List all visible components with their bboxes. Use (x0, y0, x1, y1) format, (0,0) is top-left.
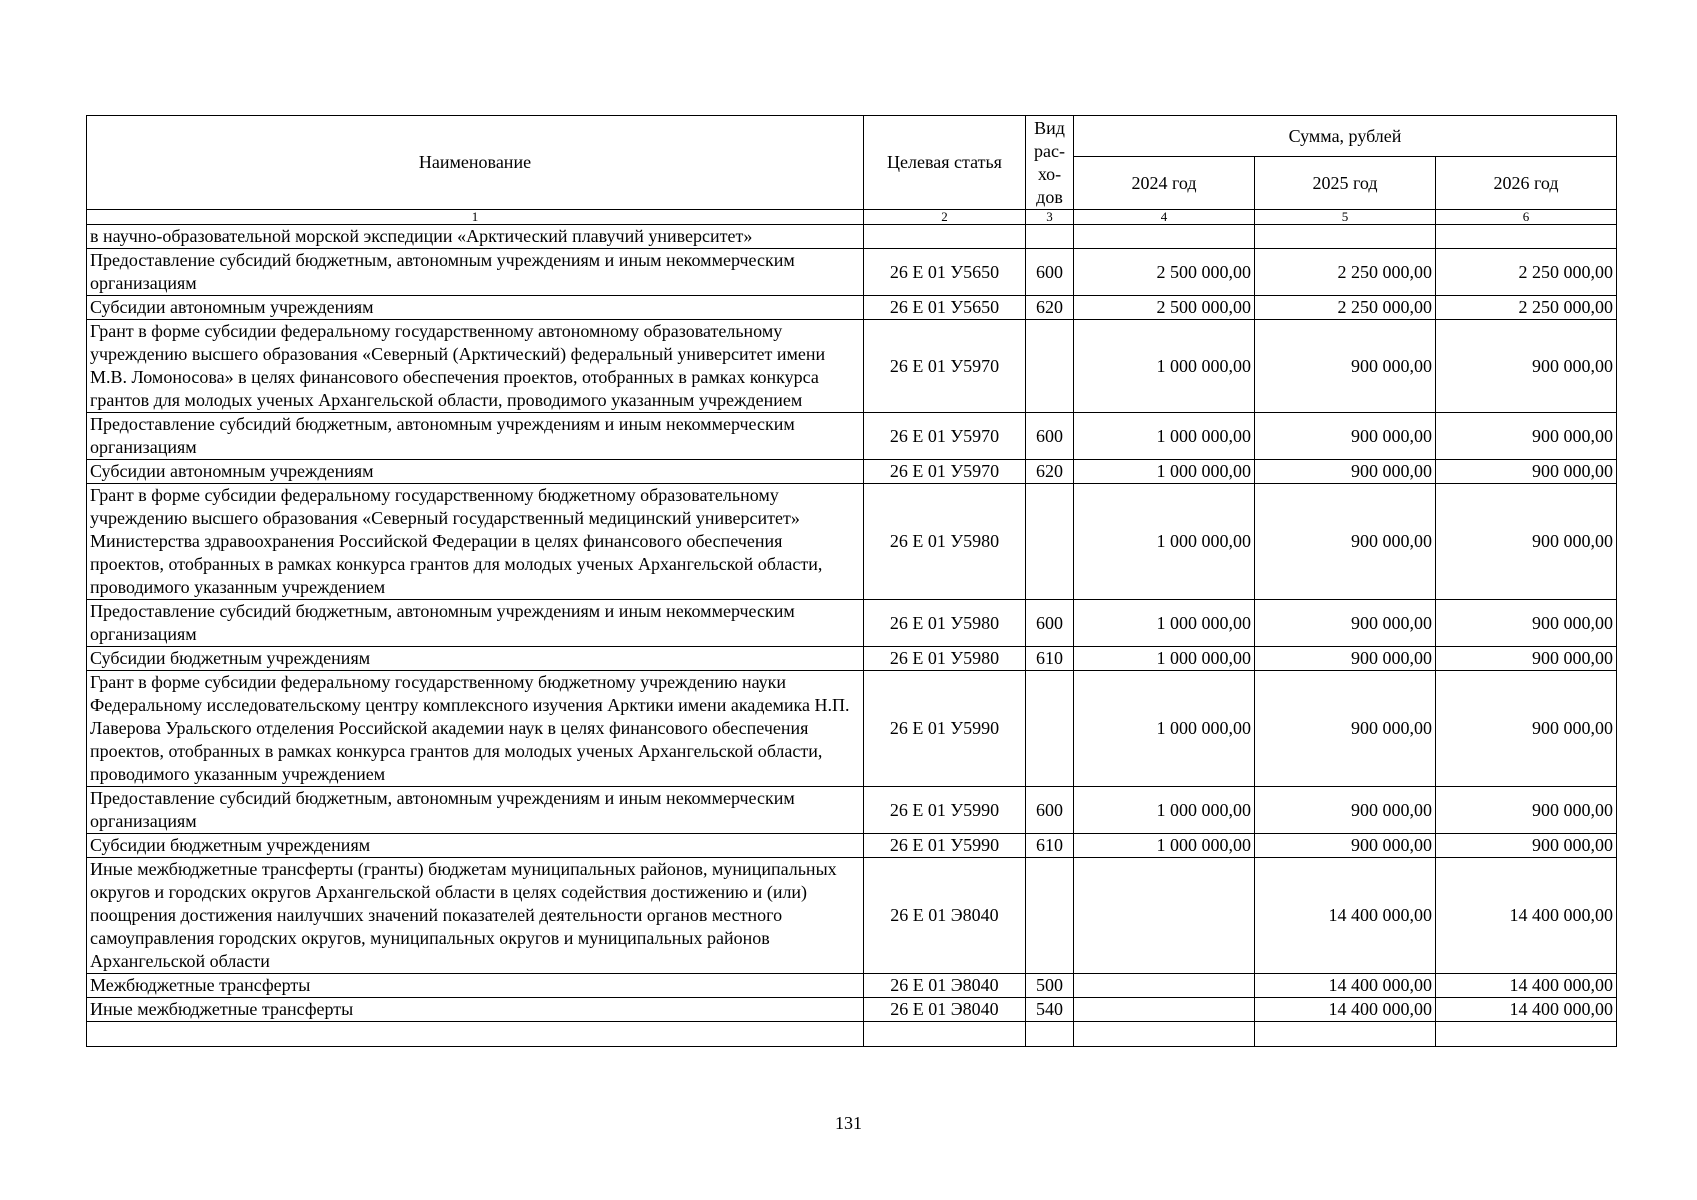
table-row (87, 858, 1617, 974)
row-amount-2026: 900 000,00 (1436, 484, 1617, 600)
budget-sheet (86, 115, 1616, 1047)
header-kind-line: Вид (1034, 117, 1065, 138)
row-amount-2025 (1255, 225, 1436, 249)
header-kind (1026, 116, 1074, 210)
row-target-code: 26 Е 01 Э8040 (864, 998, 1026, 1022)
row-amount-2024: 1 000 000,00 (1074, 671, 1255, 787)
row-amount-2025 (1255, 1022, 1436, 1047)
row-amount-2024 (1074, 998, 1255, 1022)
table-row (87, 249, 1617, 296)
row-amount-2024 (1074, 1022, 1255, 1047)
row-expense-kind (1026, 320, 1074, 413)
page-number: 131 (835, 1113, 862, 1133)
header-kind-line: дов (1036, 186, 1063, 207)
row-expense-kind: 600 (1026, 787, 1074, 834)
header-sum: Сумма, рублей (1074, 116, 1617, 157)
row-target-code: 26 Е 01 Э8040 (864, 974, 1026, 998)
row-amount-2024 (1074, 858, 1255, 974)
row-amount-2024: 1 000 000,00 (1074, 834, 1255, 858)
row-expense-kind: 540 (1026, 998, 1074, 1022)
row-name: Грант в форме субсидии федеральному государственному автономному образовательному учреждению высшего образования «Северный (Арктический) федеральный университет имени М.В. Ломоносова» в целях финансового обеспечения проектов, отобранных в рамках конкурса грантов для молодых ученых Архангельской области, проводимого указанным учреждением (87, 320, 864, 413)
table-row (87, 974, 1617, 998)
row-name: в научно-образовательной морской экспедиции «Арктический плавучий университет» (87, 225, 864, 249)
row-expense-kind: 600 (1026, 249, 1074, 296)
row-name: Межбюджетные трансферты (87, 974, 864, 998)
row-target-code: 26 Е 01 У5980 (864, 484, 1026, 600)
header-kind-line: рас- (1034, 140, 1065, 161)
row-expense-kind: 500 (1026, 974, 1074, 998)
table-row (87, 460, 1617, 484)
row-amount-2024: 1 000 000,00 (1074, 647, 1255, 671)
table-row (87, 787, 1617, 834)
row-target-code: 26 Е 01 У5980 (864, 647, 1026, 671)
row-target-code (864, 225, 1026, 249)
row-expense-kind: 600 (1026, 413, 1074, 460)
column-number: 5 (1255, 210, 1436, 225)
row-amount-2026 (1436, 1022, 1617, 1047)
table-header (87, 116, 1617, 225)
column-number: 3 (1026, 210, 1074, 225)
row-expense-kind: 620 (1026, 296, 1074, 320)
row-amount-2024: 1 000 000,00 (1074, 320, 1255, 413)
row-name: Предоставление субсидий бюджетным, автономным учреждениям и иным некоммерческим организациям (87, 249, 864, 296)
row-name (87, 1022, 864, 1047)
table-row (87, 998, 1617, 1022)
row-amount-2025: 14 400 000,00 (1255, 998, 1436, 1022)
row-amount-2025: 900 000,00 (1255, 484, 1436, 600)
row-name: Предоставление субсидий бюджетным, автономным учреждениям и иным некоммерческим организациям (87, 413, 864, 460)
row-target-code (864, 1022, 1026, 1047)
row-amount-2026: 900 000,00 (1436, 671, 1617, 787)
row-name: Субсидии автономным учреждениям (87, 296, 864, 320)
column-number: 1 (87, 210, 864, 225)
row-amount-2026: 14 400 000,00 (1436, 858, 1617, 974)
column-number: 2 (864, 210, 1026, 225)
row-name: Предоставление субсидий бюджетным, автономным учреждениям и иным некоммерческим организациям (87, 600, 864, 647)
row-name: Иные межбюджетные трансферты (гранты) бюджетам муниципальных районов, муниципальных округов и городских округов Архангельской области в целях содействия достижению и (или) поощрения достижения наилучших значений показателей деятельности органов местного самоуправления городских округов, муниципальных округов и муниципальных районов Архангельской области (87, 858, 864, 974)
row-target-code: 26 Е 01 Э8040 (864, 858, 1026, 974)
row-target-code: 26 Е 01 У5970 (864, 320, 1026, 413)
row-amount-2025: 2 250 000,00 (1255, 296, 1436, 320)
row-amount-2026: 900 000,00 (1436, 413, 1617, 460)
row-target-code: 26 Е 01 У5990 (864, 834, 1026, 858)
row-amount-2024: 2 500 000,00 (1074, 296, 1255, 320)
table-row (87, 296, 1617, 320)
row-amount-2026: 14 400 000,00 (1436, 998, 1617, 1022)
row-amount-2026: 900 000,00 (1436, 600, 1617, 647)
row-amount-2026: 900 000,00 (1436, 834, 1617, 858)
column-number: 6 (1436, 210, 1617, 225)
row-expense-kind: 610 (1026, 834, 1074, 858)
row-amount-2026: 14 400 000,00 (1436, 974, 1617, 998)
row-amount-2025: 14 400 000,00 (1255, 974, 1436, 998)
row-expense-kind (1026, 858, 1074, 974)
table-body (87, 225, 1617, 1047)
row-target-code: 26 Е 01 У5970 (864, 460, 1026, 484)
header-name: Наименование (87, 116, 864, 210)
row-name: Субсидии бюджетным учреждениям (87, 647, 864, 671)
row-amount-2025: 900 000,00 (1255, 647, 1436, 671)
table-row (87, 484, 1617, 600)
row-name: Субсидии автономным учреждениям (87, 460, 864, 484)
table-row (87, 671, 1617, 787)
row-name: Субсидии бюджетным учреждениям (87, 834, 864, 858)
column-number: 4 (1074, 210, 1255, 225)
row-amount-2026: 900 000,00 (1436, 460, 1617, 484)
row-name: Иные межбюджетные трансферты (87, 998, 864, 1022)
row-amount-2024 (1074, 225, 1255, 249)
table-row (87, 647, 1617, 671)
row-amount-2025: 2 250 000,00 (1255, 249, 1436, 296)
table-row (87, 834, 1617, 858)
row-amount-2024 (1074, 974, 1255, 998)
budget-table (86, 115, 1617, 1047)
row-amount-2026: 2 250 000,00 (1436, 296, 1617, 320)
row-amount-2025: 900 000,00 (1255, 600, 1436, 647)
row-target-code: 26 Е 01 У5990 (864, 787, 1026, 834)
row-amount-2026: 900 000,00 (1436, 320, 1617, 413)
row-name: Предоставление субсидий бюджетным, автономным учреждениям и иным некоммерческим организациям (87, 787, 864, 834)
header-kind-line: хо- (1037, 163, 1062, 184)
row-expense-kind (1026, 225, 1074, 249)
row-target-code: 26 Е 01 У5970 (864, 413, 1026, 460)
table-row (87, 600, 1617, 647)
header-target: Целевая статья (864, 116, 1026, 210)
table-row (87, 225, 1617, 249)
row-expense-kind: 620 (1026, 460, 1074, 484)
row-name: Грант в форме субсидии федеральному государственному бюджетному учреждению науки Федеральному исследовательскому центру комплексного изучения Арктики имени академика Н.П. Лаверова Уральского отделения Российской академии наук в целях финансового обеспечения проектов, отобранных в рамках конкурса грантов для молодых ученых Архангельской области, проводимого указанным учреждением (87, 671, 864, 787)
header-year-2024: 2024 год (1074, 157, 1255, 210)
header-year-2026: 2026 год (1436, 157, 1617, 210)
row-expense-kind: 600 (1026, 600, 1074, 647)
table-row (87, 413, 1617, 460)
row-amount-2026: 900 000,00 (1436, 787, 1617, 834)
row-name: Грант в форме субсидии федеральному государственному бюджетному образовательному учреждению высшего образования «Северный государственный медицинский университет» Министерства здравоохранения Российской Федерации в целях финансового обеспечения проектов, отобранных в рамках конкурса грантов для молодых ученых Архангельской области, проводимого указанным учреждением (87, 484, 864, 600)
row-amount-2025: 900 000,00 (1255, 787, 1436, 834)
column-numbers-row (87, 210, 1617, 225)
row-amount-2025: 14 400 000,00 (1255, 858, 1436, 974)
row-amount-2024: 1 000 000,00 (1074, 460, 1255, 484)
row-amount-2026: 2 250 000,00 (1436, 249, 1617, 296)
row-target-code: 26 Е 01 У5650 (864, 296, 1026, 320)
row-amount-2025: 900 000,00 (1255, 460, 1436, 484)
row-amount-2024: 2 500 000,00 (1074, 249, 1255, 296)
row-amount-2025: 900 000,00 (1255, 320, 1436, 413)
row-amount-2024: 1 000 000,00 (1074, 787, 1255, 834)
table-row (87, 320, 1617, 413)
row-amount-2025: 900 000,00 (1255, 834, 1436, 858)
row-expense-kind (1026, 484, 1074, 600)
row-expense-kind: 610 (1026, 647, 1074, 671)
header-year-2025: 2025 год (1255, 157, 1436, 210)
row-target-code: 26 Е 01 У5980 (864, 600, 1026, 647)
row-amount-2026: 900 000,00 (1436, 647, 1617, 671)
row-amount-2025: 900 000,00 (1255, 413, 1436, 460)
row-target-code: 26 Е 01 У5990 (864, 671, 1026, 787)
row-target-code: 26 Е 01 У5650 (864, 249, 1026, 296)
row-amount-2024: 1 000 000,00 (1074, 413, 1255, 460)
row-expense-kind (1026, 1022, 1074, 1047)
row-amount-2026 (1436, 225, 1617, 249)
table-row (87, 1022, 1617, 1047)
row-amount-2024: 1 000 000,00 (1074, 484, 1255, 600)
row-amount-2024: 1 000 000,00 (1074, 600, 1255, 647)
row-amount-2025: 900 000,00 (1255, 671, 1436, 787)
row-expense-kind (1026, 671, 1074, 787)
